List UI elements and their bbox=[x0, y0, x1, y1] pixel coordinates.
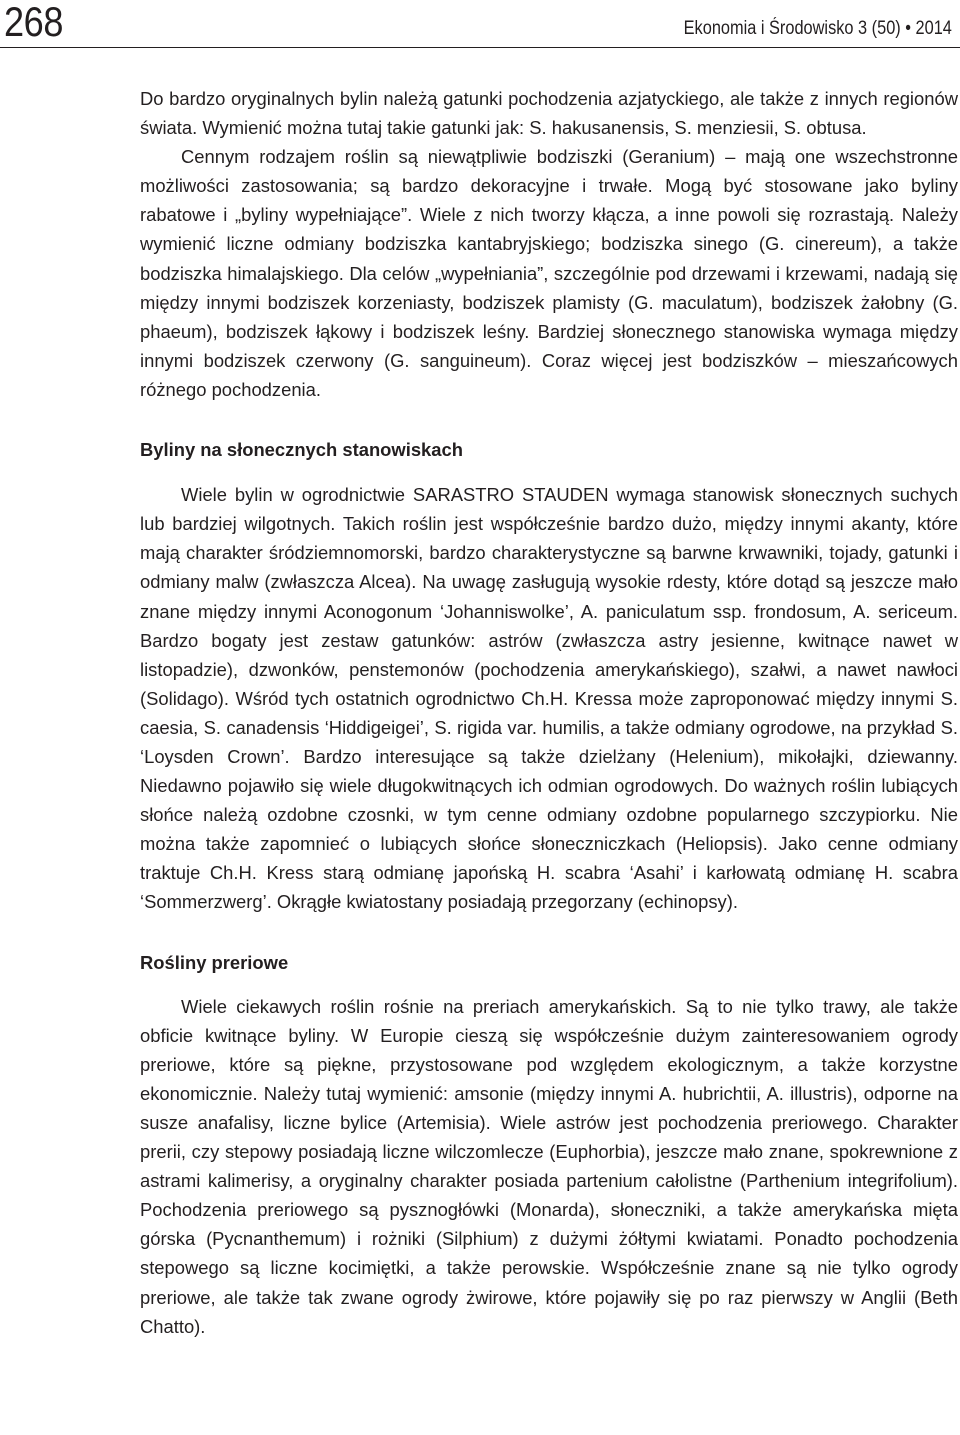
article-body bbox=[140, 84, 958, 1341]
intro-paragraph-1: Do bardzo oryginalnych bylin należą gatunki pochodzenia azjatyckiego, ale także z innych regionów świata. Wymienić można tutaj takie gatunki jak: S. hakusanensis, S. menziesii, S. obtusa. bbox=[140, 88, 958, 139]
section-paragraph: Wiele ciekawych roślin rośnie na preriach amerykańskich. Są to nie tylko trawy, ale także obficie kwitnące byliny. W Europie cieszą się współcześnie dużym zainteresowaniem ogrody preriowe, które są piękne, przystosowane pod względem ekologicznym, a także korzystne ekonomicznie. Należy tutaj wymienić: amsonie (między innymi A. hubrichtii, A. illustris), odporne na susze anafalisy, liczne bylice (Artemisia). Wiele astrów jest pochodzenia preriowego. Charakter prerii, czy stepowy posiadają liczne wilczomlecze (Euphorbia), jeszcze mało znane, spokrewnione z astrami kalimerisy, a oryginalny charakter posiada partenium całolistne (Parthenium integrifolium). Pochodzenia preriowego są pysznogłówki (Monarda), słoneczniki, a także amerykańska mięta górska (Pycnanthemum) i rożniki (Silphium) z dużymi żółtymi kwiatami. Ponadto pochodzenia stepowego są liczne kocimiętki, a także perowskie. Współcześnie znane są nie tylko ogrody preriowe, ale także tak zwane ogrody żwirowe, które pojawiły się po raz pierwszy w Anglii (Beth Chatto). bbox=[140, 995, 958, 1337]
section-paragraph: Wiele bylin w ogrodnictwie SARASTRO STAUDEN wymaga stanowisk słonecznych suchych lub bardziej wilgotnych. Takich roślin jest współcześnie bardzo dużo, między innymi akanty, które mają charakter śródziemnomorski, bardzo charakterystyczne są barwne krwawniki, tojady, gatunki i odmiany malw (zwłaszcza Alcea). Na uwagę zasługują wysokie rdesty, które dotąd są jeszcze mało znane między innymi Aconogonum ‘Johanniswolke’, A. paniculatum ssp. frondosum, A. sericeum. Bardzo bogaty jest zestaw gatunków: astrów (zwłaszcza astry jesienne, kwitnące nawet w listopadzie), dzwonków, penstemonów (pochodzenia amerykańskiego), szałwi, a nawet nawłoci (Solidago). Wśród tych ostatnich ogrodnictwo Ch.H. Kressa może zaproponować między innymi S. caesia, S. canadensis ‘Hiddigeigei’, S. rigida var. humilis, a także odmiany ogrodowe, na przykład S. ‘Loysden Crown’. Bardzo interesujące są także dzielżany (Helenium), mikołajki, dziewanny. Niedawno pojawiło się wiele długokwitnących ich odmian ogrodowych. Do ważnych roślin lubiących słońce należą ozdobne czosnki, w tym cenne odmiany ozdobne popularnego szczypiorku. Nie można także zapomnieć o lubiących słońce słoneczniczkach (Heliopsis). Jako cenne odmiany traktuje Ch.H. Kress starą odmianę japońską H. scabra ‘Asahi’ i karłowatą odmianę H. scabra ‘Sommerzwerg’. Okrągłe kwiatostany posiadają przegorzany (echinopsy). bbox=[140, 484, 958, 913]
running-head: Ekonomia i Środowisko 3 (50) • 2014 bbox=[683, 18, 952, 39]
section-sunny-perennials bbox=[140, 435, 958, 917]
header-divider bbox=[0, 47, 960, 48]
page-number: 268 bbox=[4, 0, 63, 45]
intro-section bbox=[140, 84, 958, 404]
section-prairie-plants bbox=[140, 948, 958, 1341]
section-heading: Rośliny preriowe bbox=[140, 951, 289, 973]
section-heading: Byliny na słonecznych stanowiskach bbox=[140, 439, 463, 461]
intro-paragraph-2: Cennym rodzajem roślin są niewątpliwie bodziszki (Geranium) – mają one wszechstronne możliwości zastosowania; są bardzo dekoracyjne i trwałe. Mogą być stosowane jako byliny rabatowe i „byliny wypełniające”. Wiele z nich tworzy kłącza, a inne powoli się rozrastają. Należy wymienić liczne odmiany bodziszka kantabryjskiego; bodziszka sinego (G. cinereum), a także bodziszka himalajskiego. Dla celów „wypełniania”, szczególnie pod drzewami i krzewami, nadają się między innymi bodziszek korzeniasty, bodziszek plamisty (G. maculatum), bodziszek żałobny (G. phaeum), bodziszek łąkowy i bodziszek leśny. Bardziej słonecznego stanowiska wymaga między innymi bodziszek czerwony (G. sanguineum). Coraz więcej jest bodziszków – mieszańcowych różnego pochodzenia. bbox=[140, 146, 958, 400]
